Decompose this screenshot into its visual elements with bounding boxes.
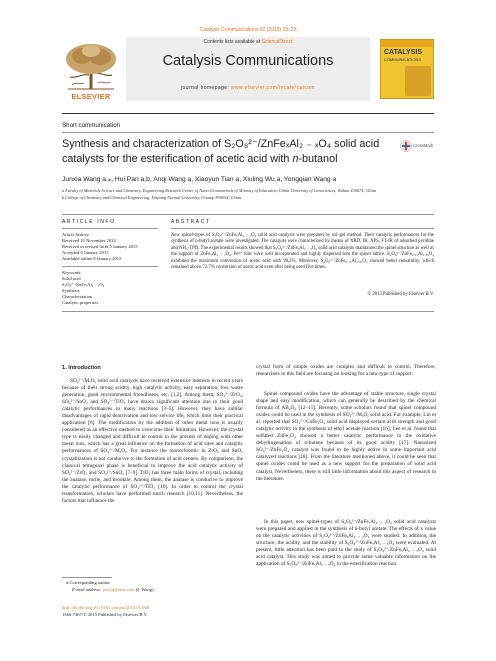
keyword-item: Characterization bbox=[62, 294, 93, 299]
title-line-2-a: catalysts for the esterification of acetic acid with bbox=[62, 152, 293, 165]
journal-title: Catalysis Communications bbox=[162, 53, 334, 69]
footnote-email-link[interactable]: jxwyq@sina.com bbox=[102, 587, 135, 592]
keyword-item: Catalytic properties bbox=[62, 300, 99, 305]
abstract-copyright: © 2015 Published by Elsevier B.V. bbox=[367, 292, 434, 297]
homepage-prefix: journal homepage: bbox=[181, 85, 230, 91]
title-line-1: Synthesis and characterization of S₂O₈²⁻/ZnFeₓAl₂ ₋ ₓO₄ solid acid bbox=[62, 138, 380, 150]
doi-link[interactable]: http://dx.doi.org/10.1016/j.catcom.2015.01.008 bbox=[62, 605, 150, 610]
article-type-rule bbox=[62, 132, 434, 133]
article-info-rule bbox=[62, 228, 158, 229]
keyword-item: S₂O₈²⁻/ZnFeₓAl₂ ₋ ₓO₄ bbox=[62, 282, 105, 287]
publisher-name: ELSEVIER bbox=[71, 92, 111, 101]
affiliation-rule bbox=[62, 214, 434, 215]
contents-text: Contents lists available at bbox=[203, 39, 261, 45]
footnote-email-name: (J. Wang). bbox=[135, 587, 155, 592]
intro-heading: 1. Introduction bbox=[62, 365, 101, 371]
cover-top-band bbox=[381, 40, 434, 47]
history-received: Received 10 November 2014 bbox=[62, 238, 116, 243]
affiliation-b: b College of Chemistry and Chemical Engineering, Xinjiang Normal University, Urumqi 830054, China bbox=[62, 195, 242, 200]
keyword-item: Synthesis bbox=[62, 288, 80, 293]
journal-cover[interactable] bbox=[380, 39, 434, 99]
abstract-text: New spinel-types of S₂O₈²⁻/ZnFeₓAl₂ ₋ ₓO₄ solid acid catalysts were prepared by sol–gel method. Their catalytic performances for the synthesis of n-butyl acetate were investigated. The catalysts were characterized by means of XRD, IR, XPS, FT-IR of adsorbed pyridine and NH₃-TPD. The experimental results showed that S₂O₈²⁻/ZnFeₓAl₂ ₋ ₓO₄ solid acid catalysts maintained the spinel structure as well as the support of ZnFeₓAl₂ ₋ ₓO₄. Fe³⁺ ions were well incorporated and highly dispersed into the spinel lattice. S₂O₈²⁻/ZnFe₀.₁₅Al₁.₈₅O₄ exhibited the maximum conversion of acetic acid with 98.2%. Moreover, S₂O₈²⁻/ZnFe₀.₁₅Al₁.₈₅O₄ showed better reusability, which remained above 72.7% conversion of acetic acid even after being used five times. bbox=[171, 233, 434, 271]
col2-paragraph: Spinel compound oxides have the advantage of stable structure, single crystal shape and easy modification, which can generally be described by the chemical formula of AB₂O₄ [12–15]. Recently, some scholars found that spinel compound oxides could be used in the synthesis of SO₄²⁻/MₓOᵧ solid acid. For example, Lin et al. reported that SO₄²⁻/CoFe₂O₄ solid acid displayed certain acid strength and good catalytic activity in the synthesis of ethyl acetate reaction [16]. Lee et al. found that sulfated ZnFe₂O₄ showed a better catalytic performance in the oxidative dehydrogenation of n-butene because of its good acidity [17]. Nanosized SO₄²⁻/ZnFe₂O₄ catalyst was found to be highly active in some important acid catalyzed reactions [18]. From the literature mentioned above, it could be seen that spinel oxides could be used as a new support for the preparation of solid acid catalyst. Nevertheless, there is still little information about this aspect of research in the literature. bbox=[256, 391, 436, 482]
col2-paragraph: In this paper, new spinel-types of S₂O₈²⁻/ZnFeₓAl₂ ₋ ₓO₄ solid acid catalysts were prepared and applied in the synthesis of n-butyl acetate. The effects of x value on the catalytic activities of S₂O₈²⁻/ZnFeₓAl₂ ₋ ₓO₄ were studied. In addition, the structure, the acidity, and the stability of S₂O₈²⁻/ZnFeₓAl₂ ₋ ₓO₄ were evaluated. At present, little attention has been paid to the study of S₂O₈²⁻/ZnFeₓAl₂ ₋ ₓO₄ solid acid catalyst. This study was aimed to provide some valuable information on the application of S₂O₈²⁻/ZnFeₓAl₂ ₋ ₓO₄ in the esterification reaction. bbox=[256, 519, 436, 568]
keywords-label: Keywords: bbox=[62, 270, 82, 275]
cover-subtitle: COMMUNICATIONS bbox=[384, 57, 422, 62]
article-title bbox=[62, 137, 382, 166]
abstract-heading: ABSTRACT bbox=[171, 219, 211, 225]
homepage-link[interactable]: www.elsevier.com/locate/catcom bbox=[231, 85, 315, 91]
affiliation-a: a Faculty of Materials Science and Chemistry, Engineering Research Center of Nano-Geomaterials of Ministry of Education, China University of Geosciences, Wuhan 430074, China bbox=[62, 188, 376, 193]
authors: Junxia Wang a,⁎, Hui Pan a,b, Anqi Wang a, Xiaoyun Tian a, Xiuling Wu a, Yongqian Wang a bbox=[62, 176, 337, 183]
masthead-rule bbox=[62, 113, 434, 114]
cover-image bbox=[405, 66, 431, 96]
elsevier-logo[interactable] bbox=[62, 39, 122, 101]
footnote-email-label: E-mail address: bbox=[72, 587, 102, 592]
footnote-corresponding: ⁎ Corresponding author. bbox=[66, 580, 111, 585]
footnote-email-line bbox=[72, 587, 155, 593]
title-line-2-b: n bbox=[292, 152, 299, 165]
history-online: Available online 8 January 2015 bbox=[62, 256, 122, 261]
crossmark-label: CrossMark bbox=[413, 143, 434, 148]
keyword-item: Solid acid bbox=[62, 276, 81, 281]
history-revised: Received in revised form 5 January 2015 bbox=[62, 244, 138, 249]
homepage-line bbox=[126, 85, 370, 91]
contents-line bbox=[126, 39, 370, 45]
history-accepted: Accepted 6 January 2015 bbox=[62, 250, 109, 255]
sciencedirect-link[interactable]: ScienceDirect bbox=[261, 39, 293, 45]
footnote-rule bbox=[62, 577, 112, 578]
col2-paragraph: crystal form of simple oxides are complex and difficult to control. Therefore, researchers in this field are focusing on looking for a new type of support. bbox=[256, 364, 436, 378]
running-head: Catalysis Communications 62 (2015) 29–33 bbox=[199, 27, 297, 33]
crossmark-badge[interactable] bbox=[400, 139, 436, 153]
crossmark-icon bbox=[400, 140, 412, 152]
cover-title: CATALYSIS bbox=[384, 49, 422, 56]
article-type: Short communication bbox=[62, 122, 121, 129]
intro-paragraph: SO₄²⁻/MₓOᵧ solid acid catalysts have received extensive interests in recent years because of their strong acidity, high catalytic activity, easy separation, low waste generation, good environmental friendliness, etc. [1,2]. Among them, SO₄²⁻/ZrO₂, SO₄²⁻/SnO₂ and SO₄²⁻/TiO₂ have drawn significant attention due to their good catalytic performances in many reactions [3–5]. However, they have similar disadvantages of rapid deactivation and low service life, which limit their practical application [6]. The modification by the addition of other metal ions is usually considered as an effective method to overcome their limitation. However, the crystal type is easily changed and difficult to control in the process of doping with other metal ions, which has a great influence on the formation of acid sites and catalytic performances of SO₄²⁻/MₓOᵧ. For instance the monochromic in ZrO₂ and SnO₂ crystallization is not conducive to the formation of acid centers. By comparison, the classical tetragonal phase is beneficial to improve the acid catalytic activity of SO₄²⁻/ZrO₂ and SO₄²⁻/SnO₂ [7–9]. TiO₂ has three main forms of crystal, including the anatase, rutile, and brookite. Among them, the anatase is conducive to improve the catalytic performance of SO₄²⁻/TiO₂ [10]. In order to control the crystal transformation, scholars have performed much research [10,11]. Nevertheless, the factors that influence the bbox=[62, 378, 243, 504]
title-line-2-c: -butanol bbox=[298, 152, 338, 165]
abstract-bottom-rule bbox=[62, 311, 434, 312]
article-info-heading: ARTICLE INFO bbox=[62, 219, 116, 225]
masthead bbox=[62, 37, 434, 101]
keywords-rule bbox=[62, 266, 158, 267]
issn-line: 1566-7367/© 2015 Published by Elsevier B.V. bbox=[62, 612, 148, 617]
title-line-2 bbox=[62, 152, 382, 167]
elsevier-tree-icon bbox=[62, 39, 120, 91]
abstract-rule bbox=[171, 228, 434, 229]
history-label: Article history: bbox=[62, 232, 90, 237]
masthead-band bbox=[126, 37, 370, 101]
